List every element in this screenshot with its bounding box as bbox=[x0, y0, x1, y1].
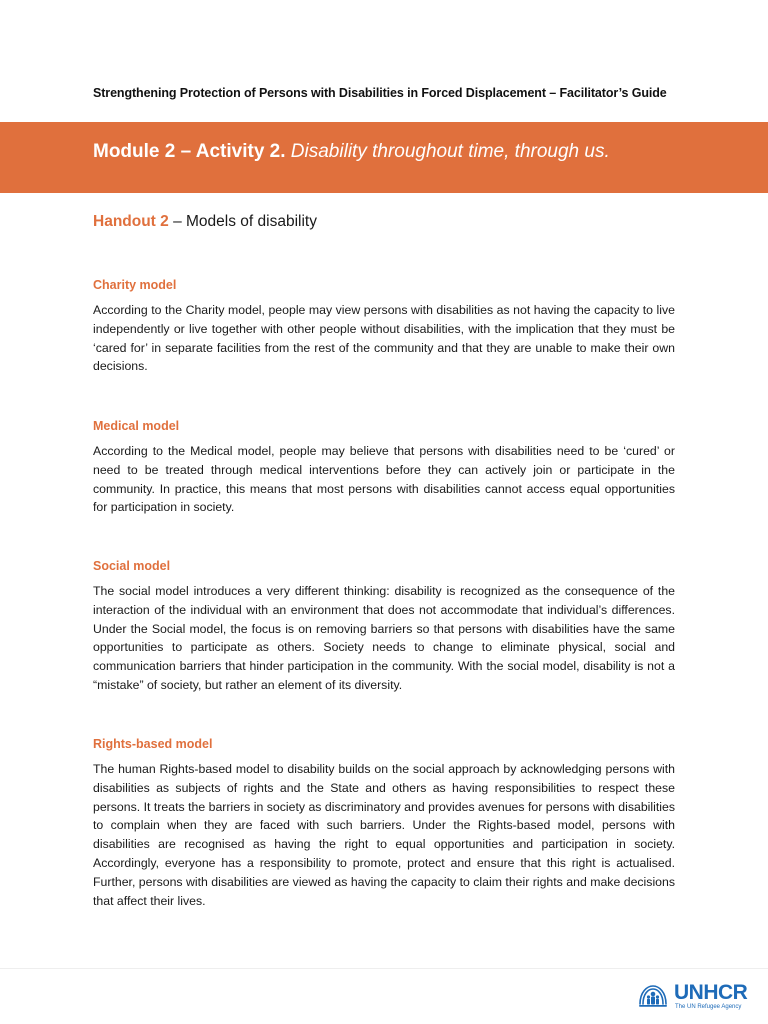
section-heading: Rights-based model bbox=[93, 737, 213, 751]
handout-label: Handout 2 bbox=[93, 213, 169, 230]
section-rights-based-model bbox=[93, 737, 675, 910]
module-activity-label: Module 2 – Activity 2. bbox=[93, 141, 286, 162]
logo-wordmark: UNHCR bbox=[674, 981, 748, 1004]
handout-title bbox=[93, 213, 317, 231]
handout-heading: – Models of disability bbox=[168, 213, 317, 230]
section-heading: Medical model bbox=[93, 419, 180, 433]
banner-title bbox=[93, 141, 610, 163]
section-heading: Charity model bbox=[93, 278, 177, 292]
section-charity-model bbox=[93, 278, 675, 376]
section-body: The social model introduces a very different thinking: disability is recognized as the consequence of the interaction of the individual with an environment that does not accommodate that individual’s differences. Under the Social model, the focus is on removing barriers so that persons with disabilities have the same opportunities to participate as others. Society needs to change to eliminate physical, social and communication barriers that hinder participation in the community. With the social model, disability is not a “mistake” of society, but rather an element of its diversity. bbox=[93, 584, 675, 692]
section-heading: Social model bbox=[93, 559, 171, 573]
activity-subtitle: Disability throughout time, through us. bbox=[290, 141, 610, 162]
unhcr-logo bbox=[636, 980, 756, 1012]
unhcr-emblem-icon bbox=[636, 982, 670, 1010]
footer-divider bbox=[0, 968, 768, 969]
section-body: According to the Charity model, people may view persons with disabilities as not having the capacity to live independently or live together with other people without disabilities, with the implication that they must be ‘cared for’ in separate facilities from the rest of the community and that they are unable to make their own decisions. bbox=[93, 303, 675, 374]
section-medical-model bbox=[93, 419, 675, 517]
section-social-model bbox=[93, 559, 675, 695]
section-body: According to the Medical model, people may believe that persons with disabilities need to be ‘cured’ or need to be treated through medical interventions before they can actively join or participate in the community. In practice, this means that most persons with disabilities cannot access equal opportunities for participation in society. bbox=[93, 444, 675, 515]
running-header: Strengthening Protection of Persons with Disabilities in Forced Displacement – Facilitator’s Guide bbox=[93, 86, 667, 100]
logo-tagline: The UN Refugee Agency bbox=[675, 1004, 742, 1010]
section-body: The human Rights-based model to disability builds on the social approach by acknowledging persons with disabilities as subjects of rights and the State and others as having responsibilities to respect these persons. It treats the barriers in society as discriminatory and provides avenues for persons with disabilities to complain when they are faced with such barriers. Under the Rights-based model, persons with disabilities are recognised as having the right to equal opportunities and participation in society. Accordingly, everyone has a responsibility to promote, protect and ensure that this right is actualised. Further, persons with disabilities are viewed as having the capacity to claim their rights and make decisions that affect their lives. bbox=[93, 762, 675, 908]
